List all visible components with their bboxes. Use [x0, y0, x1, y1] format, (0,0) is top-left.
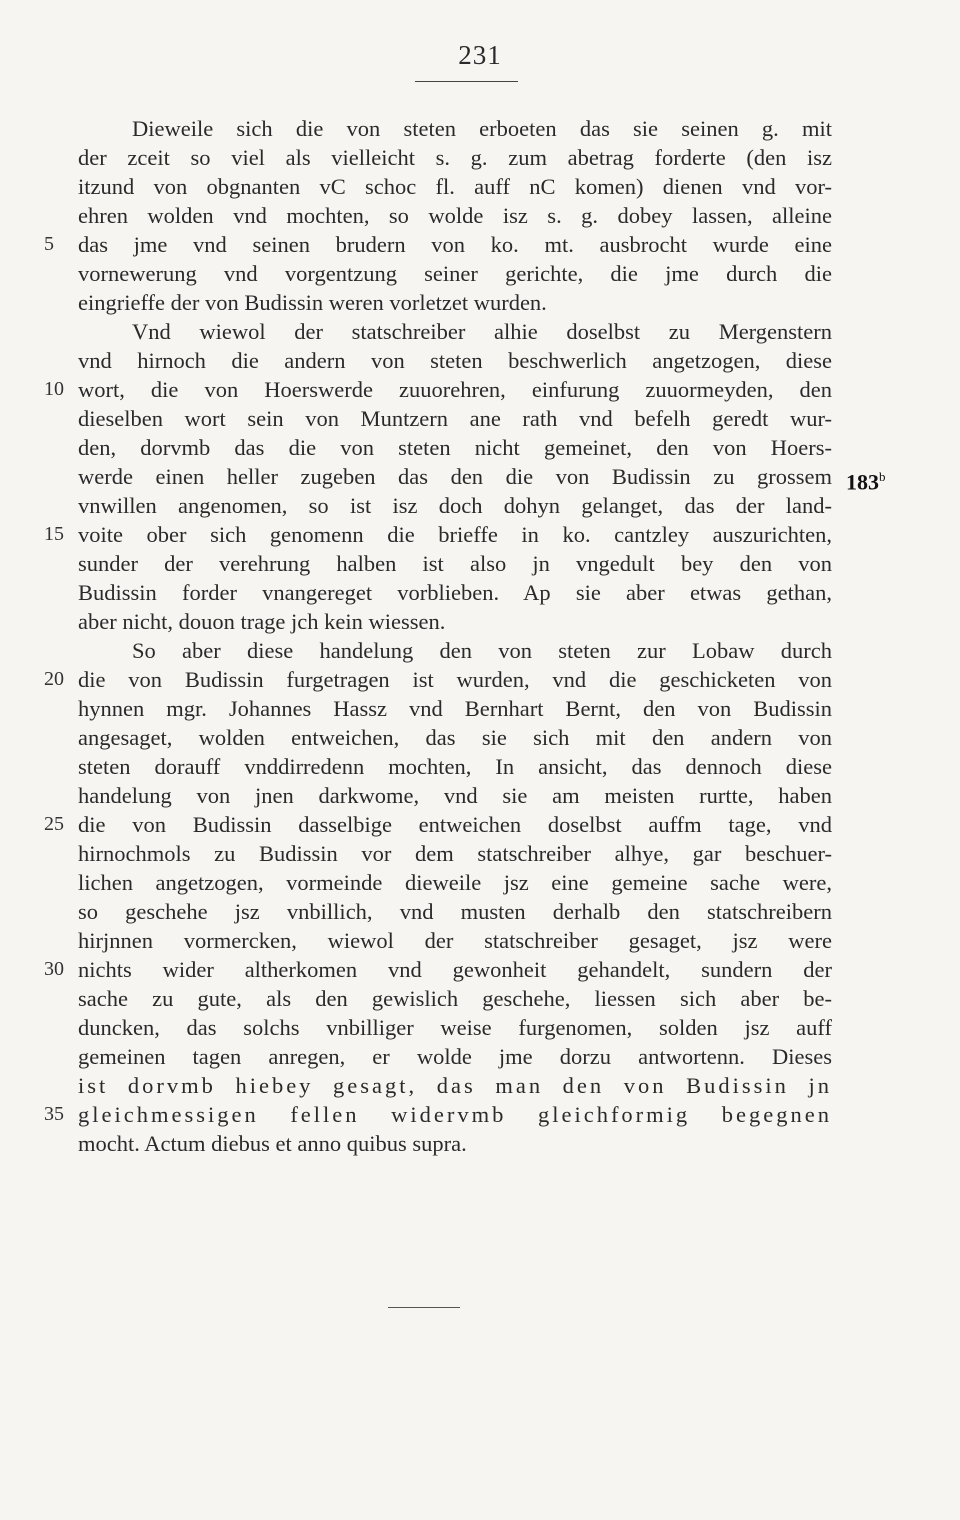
margin-reference-number: 183: [846, 469, 879, 495]
line-text: sache zu gute, als den gewislich geschehe, liessen sich aber be-: [78, 986, 832, 1011]
text-line: [44, 1100, 832, 1129]
text-block: [44, 114, 886, 1158]
line-text: sunder der verehrung halben ist also jn vngedult bey den von: [78, 551, 832, 576]
line-text: werde einen heller zugeben das den die von Budissin zu grossem: [78, 464, 832, 489]
line-text: Dieweile sich die von steten erboeten das sie seinen g. mit: [132, 116, 832, 141]
line-text: duncken, das solchs vnbilliger weise furgenomen, solden jsz auff: [78, 1015, 832, 1040]
line-number: 15: [44, 523, 64, 545]
line-text: lichen angetzogen, vormeinde dieweile jsz eine gemeine sache were,: [78, 870, 832, 895]
text-line: [78, 462, 886, 495]
text-line: [44, 810, 832, 839]
line-text: itzund von obgnanten vC schoc fl. auff nC komen) dienen vnd vor-: [78, 174, 832, 199]
line-text: vornewerung vnd vorgentzung seiner gerichte, die jme durch die: [78, 261, 832, 286]
line-text: das jme vnd seinen brudern von ko. mt. ausbrocht wurde eine: [78, 232, 832, 257]
text-line: [78, 259, 832, 288]
line-number: 25: [44, 813, 64, 835]
text-line: [78, 694, 832, 723]
line-text: hirjnnen vormercken, wiewol der statschreiber gesaget, jsz were: [78, 928, 832, 953]
line-text: Vnd wiewol der statschreiber alhie doselbst zu Mergenstern: [132, 319, 832, 344]
line-text: ist dorvmb hiebey gesagt, das man den von Budissin jn: [78, 1073, 832, 1098]
margin-reference: [846, 462, 886, 496]
text-line: [44, 665, 832, 694]
line-text: hynnen mgr. Johannes Hassz vnd Bernhart Bernt, den von Budissin: [78, 696, 832, 721]
line-number: 5: [44, 233, 54, 255]
text-line: [78, 1042, 832, 1071]
line-text: handelung von jnen darkwome, vnd sie am meisten rurtte, haben: [78, 783, 832, 808]
text-line: [78, 897, 832, 926]
line-text: der zceit so viel als vielleicht s. g. zum abetrag forderte (den isz: [78, 145, 832, 170]
line-number: 35: [44, 1103, 64, 1125]
text-line: [78, 926, 832, 955]
text-line: [78, 1129, 832, 1158]
text-line: [44, 230, 832, 259]
margin-reference-sup: b: [879, 469, 886, 484]
line-text: die von Budissin furgetragen ist wurden, vnd die geschicketen von: [78, 667, 832, 692]
line-text: vnd hirnoch die andern von steten beschwerlich angetzogen, diese: [78, 348, 832, 373]
line-text: aber nicht, douon trage jch kein wiessen.: [78, 609, 446, 634]
text-line: [78, 578, 832, 607]
text-line: [44, 375, 832, 404]
text-line: [78, 752, 832, 781]
text-line: [78, 1013, 832, 1042]
line-text: eingrieffe der von Budissin weren vorletzet wurden.: [78, 290, 547, 315]
text-line: [78, 288, 832, 317]
footer-rule: [388, 1307, 460, 1308]
line-text: nichts wider altherkomen vnd gewonheit gehandelt, sundern der: [78, 957, 832, 982]
text-line: [78, 317, 832, 346]
line-text: Budissin forder vnangereget vorblieben. Ap sie aber etwas gethan,: [78, 580, 832, 605]
text-line: [78, 404, 832, 433]
text-line: [78, 868, 832, 897]
text-line: [44, 520, 832, 549]
line-text: vnwillen angenomen, so ist isz doch dohyn gelanget, das der land-: [78, 493, 832, 518]
text-line: [78, 549, 832, 578]
line-text: hirnochmols zu Budissin vor dem statschreiber alhye, gar beschuer-: [78, 841, 832, 866]
line-text: so geschehe jsz vnbillich, vnd musten derhalb den statschreibern: [78, 899, 832, 924]
line-text: ehren wolden vnd mochten, so wolde isz s. g. dobey lassen, alleine: [78, 203, 832, 228]
text-line: [78, 201, 832, 230]
text-line: [78, 781, 832, 810]
text-line: [78, 839, 832, 868]
header-rule: [415, 81, 518, 82]
text-line: [78, 723, 832, 752]
line-text: angesaget, wolden entweichen, das sie sich mit den andern von: [78, 725, 832, 750]
line-number: 30: [44, 958, 64, 980]
text-line: [78, 607, 832, 636]
text-line: [78, 143, 832, 172]
text-line: [78, 433, 832, 462]
text-line: [78, 114, 832, 143]
line-text: wort, die von Hoerswerde zuuorehren, einfurung zuuormeyden, den: [78, 377, 832, 402]
line-text: gleichmessigen fellen widervmb gleichformig begegnen: [78, 1102, 832, 1127]
line-text: So aber diese handelung den von steten zur Lobaw durch: [132, 638, 832, 663]
text-line: [78, 984, 832, 1013]
page-number: 231: [458, 40, 502, 70]
text-line: [78, 346, 832, 375]
line-text: mocht. Actum diebus et anno quibus supra.: [78, 1131, 467, 1156]
line-text: gemeinen tagen anregen, er wolde jme dorzu antwortenn. Dieses: [78, 1044, 832, 1069]
text-line: [78, 1071, 832, 1100]
text-line: [78, 491, 832, 520]
line-number: 20: [44, 668, 64, 690]
line-text: dieselben wort sein von Muntzern ane rath vnd befelh geredt wur-: [78, 406, 832, 431]
text-line: [78, 172, 832, 201]
text-line: [44, 955, 832, 984]
text-line: [78, 636, 832, 665]
line-text: die von Budissin dasselbige entweichen doselbst auffm tage, vnd: [78, 812, 832, 837]
line-text: voite ober sich genomenn die brieffe in ko. cantzley auszurichten,: [78, 522, 832, 547]
line-text: steten dorauff vnddirredenn mochten, In ansicht, das dennoch diese: [78, 754, 832, 779]
line-number: 10: [44, 378, 64, 400]
line-text: den, dorvmb das die von steten nicht gemeinet, den von Hoers-: [78, 435, 832, 460]
